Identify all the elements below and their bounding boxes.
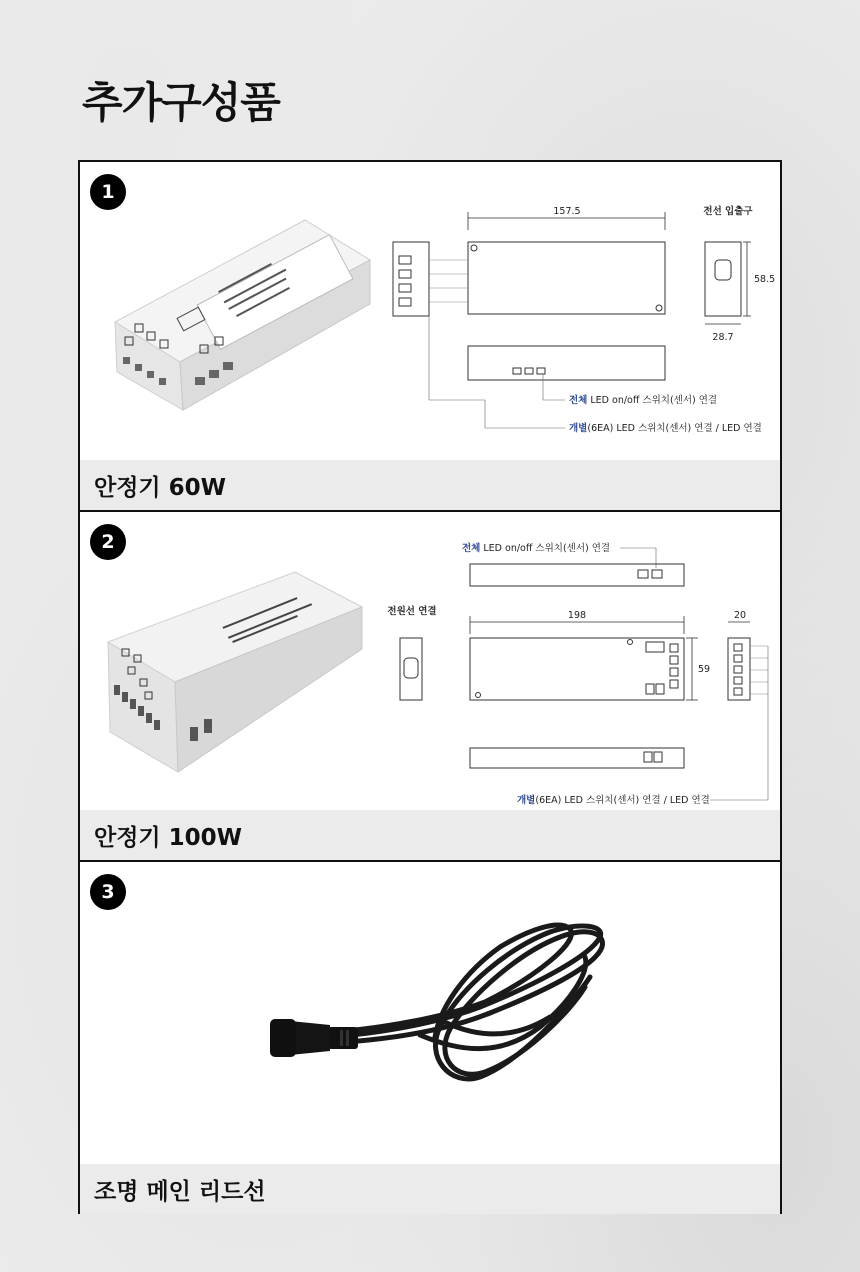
ballast-100w-drawing <box>380 524 775 819</box>
item-60w <box>80 162 780 512</box>
note-all-text: LED on/off 스위치(센서) 연결 <box>587 395 718 406</box>
svg-text:전체 LED on/off 스위치(센서) 연결 <box>569 394 717 406</box>
dim-height-label: 20 <box>733 610 747 621</box>
dim-height-label: 28.7 <box>712 332 734 343</box>
svg-text:개별(6EA) LED 스위치(센서) 연결 / LED 연 <box>517 794 710 806</box>
item-number-badge: 1 <box>90 174 126 210</box>
dim-width-label: 59 <box>698 664 711 675</box>
note-each-prefix: 개별 <box>517 795 536 806</box>
item-100w <box>80 512 780 862</box>
item-number-badge: 2 <box>90 524 126 560</box>
note-all-prefix: 전체 <box>462 543 481 554</box>
ballast-100w-photo <box>100 567 370 777</box>
note-each-text: (6EA) LED 스위치(센서) 연결 / LED 연결 <box>587 423 762 434</box>
page-title: 추가구성품 <box>82 78 280 127</box>
item-caption: 안정기 60W <box>80 460 780 510</box>
dim-length-label: 157.5 <box>553 206 581 217</box>
item-caption: 조명 메인 리드선 <box>80 1164 780 1214</box>
lead-wire-photo <box>240 917 620 1107</box>
ballast-60w-photo <box>105 212 375 412</box>
note-each-prefix: 개별 <box>569 423 588 434</box>
note-each-text: (6EA) LED 스위치(센서) 연결 / LED 연결 <box>535 795 710 806</box>
note-all-prefix: 전체 <box>569 395 588 406</box>
power-inlet-label: 전원선 연결 <box>387 606 437 617</box>
components-frame <box>78 160 782 1214</box>
power-inlet-label: 전선 입출구 <box>703 206 753 217</box>
item-lead-wire <box>80 862 780 1214</box>
svg-text:전체 LED on/off 스위치(센서) 연결 <box>462 542 610 554</box>
ballast-60w-drawing <box>385 200 780 440</box>
svg-text:개별(6EA) LED 스위치(센서) 연결 / LED 연 <box>569 422 762 434</box>
dim-width-label: 58.5 <box>754 274 776 285</box>
dim-length-label: 198 <box>567 610 587 621</box>
note-all-text: LED on/off 스위치(센서) 연결 <box>480 543 611 554</box>
item-number-badge: 3 <box>90 874 126 910</box>
item-caption: 안정기 100W <box>80 810 780 860</box>
